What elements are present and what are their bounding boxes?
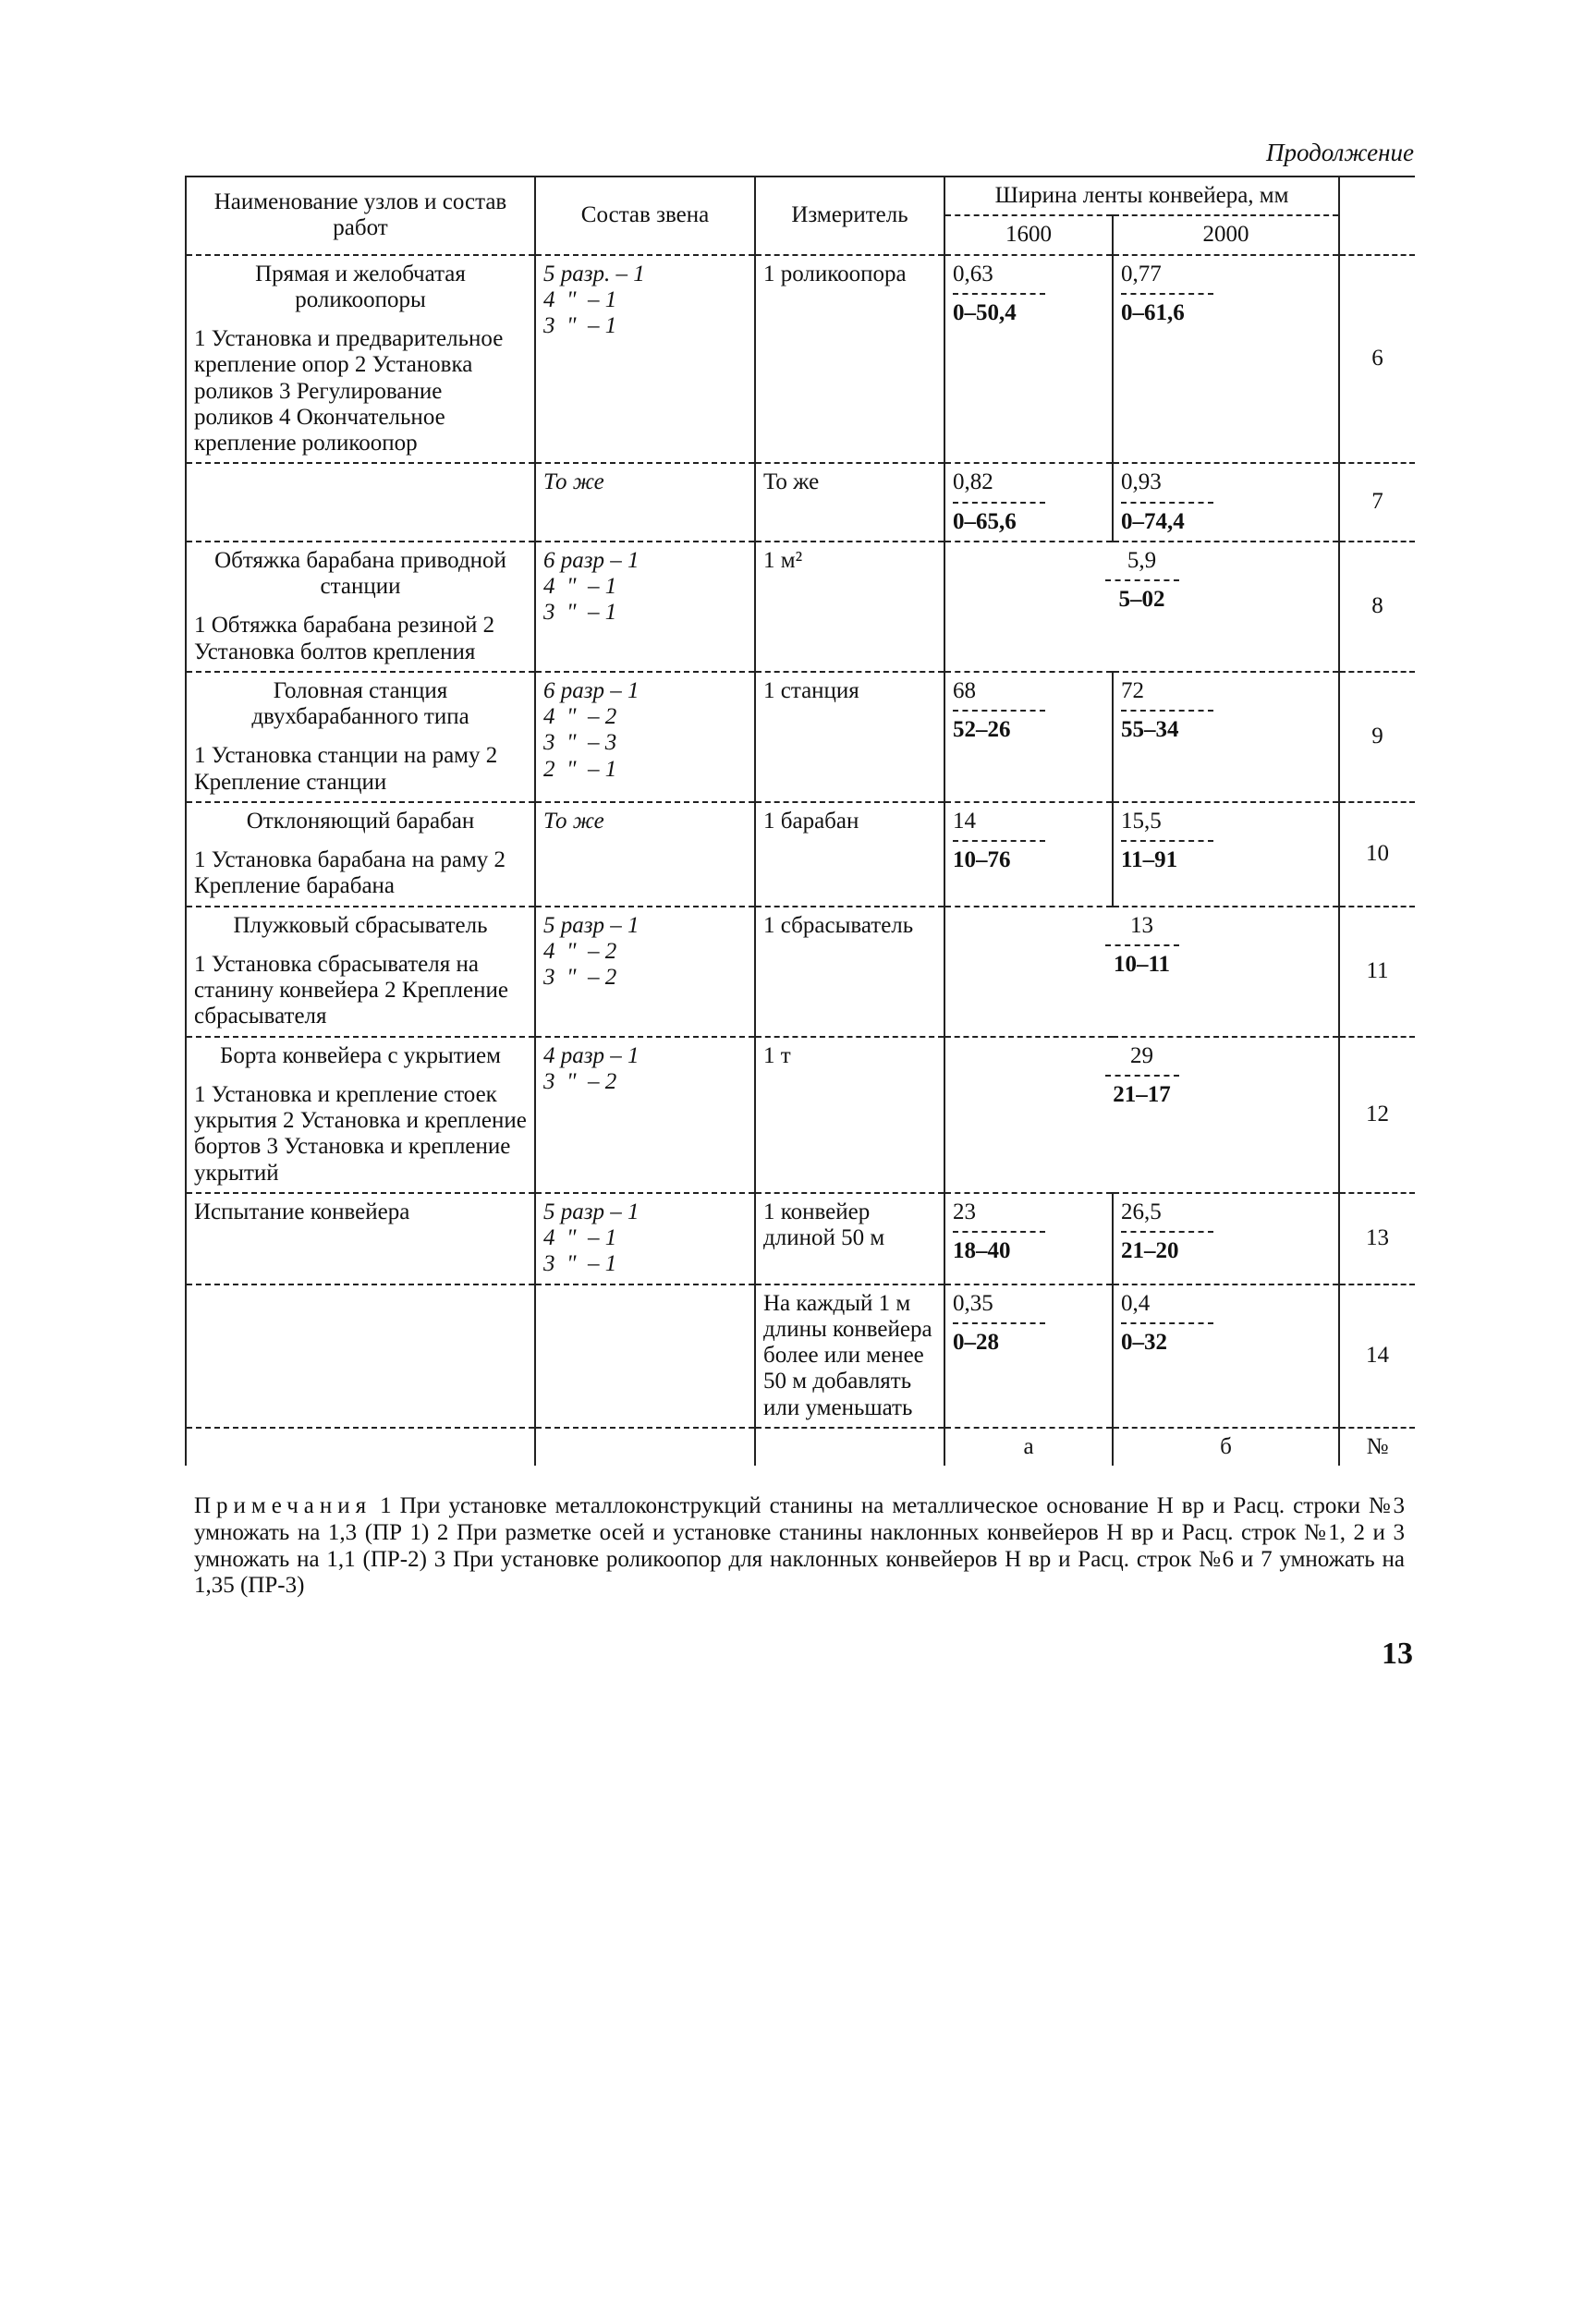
time-norm: 0,82	[953, 469, 993, 495]
crew-composition: 5 разр – 1 4 " – 2 3 " – 2	[543, 912, 640, 990]
work-description: Испытание конвейера	[194, 1199, 410, 1224]
cell-value-2000	[1113, 255, 1339, 464]
col-header-num	[1339, 177, 1415, 255]
cell-crew	[535, 542, 755, 672]
cell-row-number: 7	[1339, 463, 1415, 542]
cell-value-1600	[944, 463, 1113, 542]
rate: 21–20	[1121, 1238, 1179, 1263]
section-title: Головная станция двухбарабанного типа	[251, 677, 469, 729]
fraction-line	[1121, 1231, 1213, 1233]
time-norm: 0,4	[1121, 1290, 1151, 1316]
cell-crew	[535, 255, 755, 464]
work-description: 1 Установка барабана на раму 2 Крепление барабана	[194, 847, 506, 899]
footer-empty	[755, 1428, 944, 1466]
cell-value-2000	[1113, 802, 1339, 907]
table-row	[186, 672, 1415, 802]
col-header-name: Наименование узлов и состав работ	[186, 177, 535, 255]
fraction-line	[953, 840, 1045, 842]
cell-unit	[755, 802, 944, 907]
cell-unit	[755, 672, 944, 802]
cell-crew	[535, 463, 755, 542]
rate: 10–11	[1113, 951, 1171, 977]
time-norm: 15,5	[1121, 808, 1162, 834]
fraction-line	[953, 710, 1045, 712]
table-row	[186, 1037, 1415, 1193]
rate: 0–61,6	[1121, 299, 1185, 325]
cell-work-name	[186, 1284, 535, 1428]
fraction-line	[953, 1231, 1045, 1233]
rate: 0–74,4	[1121, 508, 1185, 534]
crew-composition: 4 разр – 1 3 " – 2	[543, 1042, 640, 1094]
cell-crew	[535, 672, 755, 802]
work-description: 1 Установка и крепление стоек укрытия 2 Установка и крепление бортов 3 Установка и крепление укрытий	[194, 1081, 527, 1186]
cell-unit	[755, 1284, 944, 1428]
cell-value-merged	[944, 1037, 1339, 1193]
cell-value-2000	[1113, 1284, 1339, 1428]
time-norm: 0,93	[1121, 469, 1162, 495]
cell-value-2000	[1113, 463, 1339, 542]
cell-value-merged	[944, 542, 1339, 672]
cell-work-name	[186, 1193, 535, 1284]
cell-row-number: 8	[1339, 542, 1415, 672]
section-title: Прямая и желобчатая роликоопоры	[255, 261, 466, 312]
notes-label: Примечания	[194, 1493, 372, 1518]
unit-of-measure: 1 т	[763, 1042, 791, 1068]
unit-of-measure: 1 м²	[763, 547, 803, 573]
cell-row-number: 11	[1339, 907, 1415, 1037]
cell-crew	[535, 1037, 755, 1193]
cell-work-name	[186, 463, 535, 542]
cell-work-name	[186, 907, 535, 1037]
unit-of-measure: 1 барабан	[763, 808, 859, 834]
rate: 18–40	[953, 1238, 1011, 1263]
footer-row	[186, 1428, 1415, 1466]
cell-crew	[535, 907, 755, 1037]
col-header-unit: Измеритель	[755, 177, 944, 255]
footer-empty	[186, 1428, 535, 1466]
col-header-1600: 1600	[944, 215, 1113, 254]
fraction-line	[953, 1322, 1045, 1324]
cell-row-number: 6	[1339, 255, 1415, 464]
crew-composition: 5 разр – 1 4 " – 1 3 " – 1	[543, 1199, 640, 1277]
cell-crew	[535, 1284, 755, 1428]
cell-unit	[755, 463, 944, 542]
unit-of-measure: 1 сбрасыватель	[763, 912, 914, 938]
time-norm: 0,35	[953, 1290, 993, 1316]
crew-composition: То же	[543, 469, 604, 495]
cell-row-number: 14	[1339, 1284, 1415, 1428]
crew-composition: 6 разр – 1 4 " – 2 3 " – 3 2 " – 1	[543, 677, 640, 782]
cell-value-1600	[944, 802, 1113, 907]
time-norm: 29	[1130, 1042, 1153, 1068]
fraction-line	[1105, 944, 1179, 946]
fraction-line	[1121, 1322, 1213, 1324]
fraction-line	[953, 502, 1045, 504]
unit-of-measure: 1 роликоопора	[763, 261, 907, 286]
work-description: 1 Установка станции на раму 2 Крепление станции	[194, 743, 498, 795]
section-title: Отклоняющий барабан	[246, 808, 475, 834]
work-description: 1 Установка и предварительное крепление опор 2 Установка роликов 3 Регулирование роликов 4 Окончательное крепление роликоопор	[194, 326, 504, 456]
cell-work-name	[186, 672, 535, 802]
cell-row-number: 13	[1339, 1193, 1415, 1284]
cell-row-number: 12	[1339, 1037, 1415, 1193]
notes-text: 1 При установке металлоконструкций станины на металлическое основание Н вр и Расц. строки №3 умножать на 1,3 (ПР 1) 2 При разметке осей и установке станины наклонных конвейеров Н вр и Расц. строк №1, 2 и 3 умножать на 1,1 (ПР-2) 3 При установке роликоопор для наклонных конвейеров Н вр и Расц. строк №6 и 7 умножать на 1,35 (ПР-3)	[194, 1493, 1405, 1599]
rate: 55–34	[1121, 717, 1179, 742]
cell-crew	[535, 1193, 755, 1284]
fraction-line	[1121, 502, 1213, 504]
cell-unit	[755, 1037, 944, 1193]
fraction-line	[1121, 710, 1213, 712]
unit-of-measure: 1 станция	[763, 677, 859, 703]
table-row	[186, 1193, 1415, 1284]
continuation-label: Продолжение	[1265, 139, 1414, 166]
time-norm: 0,77	[1121, 261, 1162, 286]
fraction-line	[953, 293, 1045, 295]
table-row	[186, 1284, 1415, 1428]
cell-crew	[535, 802, 755, 907]
table-row	[186, 907, 1415, 1037]
time-norm: 14	[953, 808, 976, 834]
table-row	[186, 463, 1415, 542]
crew-composition: То же	[543, 808, 604, 834]
table-row	[186, 802, 1415, 907]
cell-value-2000	[1113, 1193, 1339, 1284]
cell-value-2000	[1113, 672, 1339, 802]
footer-label-a: а	[944, 1428, 1113, 1466]
work-description: 1 Установка сбрасывателя на станину конвейера 2 Крепление сбрасывателя	[194, 951, 508, 1029]
time-norm: 68	[953, 677, 976, 703]
cell-work-name	[186, 255, 535, 464]
norms-table	[185, 176, 1415, 1466]
crew-composition: 5 разр. – 1 4 " – 1 3 " – 1	[543, 261, 645, 338]
footer-label-num: №	[1339, 1428, 1415, 1466]
cell-work-name	[186, 802, 535, 907]
fraction-line	[1121, 840, 1213, 842]
time-norm: 23	[953, 1199, 976, 1224]
fraction-line	[1105, 1075, 1179, 1077]
rate: 0–50,4	[953, 299, 1017, 325]
rate: 21–17	[1113, 1081, 1171, 1107]
rate: 10–76	[953, 847, 1011, 872]
col-header-belt-width: Ширина ленты конвейера, мм	[944, 177, 1339, 215]
rate: 52–26	[953, 717, 1011, 742]
cell-row-number: 10	[1339, 802, 1415, 907]
cell-row-number: 9	[1339, 672, 1415, 802]
section-title: Плужковый сбрасыватель	[233, 912, 488, 938]
footer-label-b: б	[1113, 1428, 1339, 1466]
col-header-crew: Состав звена	[535, 177, 755, 255]
time-norm: 0,63	[953, 261, 993, 286]
work-description: 1 Обтяжка барабана резиной 2 Установка болтов крепления	[194, 613, 495, 664]
cell-work-name	[186, 542, 535, 672]
fraction-line	[1105, 579, 1179, 581]
cell-value-1600	[944, 1284, 1113, 1428]
cell-unit	[755, 542, 944, 672]
cell-value-merged	[944, 907, 1339, 1037]
rate: 0–32	[1121, 1329, 1167, 1355]
section-title: Обтяжка барабана приводной станции	[214, 547, 506, 599]
cell-value-1600	[944, 255, 1113, 464]
cell-value-1600	[944, 672, 1113, 802]
crew-composition: 6 разр – 1 4 " – 1 3 " – 1	[543, 547, 640, 626]
cell-work-name	[186, 1037, 535, 1193]
notes	[194, 1493, 1405, 1600]
rate: 5–02	[1118, 587, 1165, 612]
unit-of-measure: 1 конвейер длиной 50 м	[763, 1199, 885, 1250]
page-number: 13	[1382, 1637, 1413, 1671]
unit-of-measure: На каждый 1 м длины конвейера более или менее 50 м добавлять или уменьшать	[763, 1290, 932, 1420]
time-norm: 72	[1121, 677, 1144, 703]
rate: 0–65,6	[953, 508, 1017, 534]
cell-unit	[755, 255, 944, 464]
rate: 0–28	[953, 1329, 999, 1355]
time-norm: 13	[1130, 912, 1153, 938]
section-title: Борта конвейера с укрытием	[220, 1042, 501, 1068]
table-row	[186, 255, 1415, 464]
rate: 11–91	[1121, 847, 1178, 872]
time-norm: 26,5	[1121, 1199, 1162, 1224]
footer-empty	[535, 1428, 755, 1466]
unit-of-measure: То же	[763, 469, 820, 495]
time-norm: 5,9	[1127, 547, 1157, 573]
fraction-line	[1121, 293, 1213, 295]
cell-unit	[755, 907, 944, 1037]
table-row	[186, 542, 1415, 672]
col-header-2000: 2000	[1113, 215, 1339, 254]
cell-value-1600	[944, 1193, 1113, 1284]
cell-unit	[755, 1193, 944, 1284]
